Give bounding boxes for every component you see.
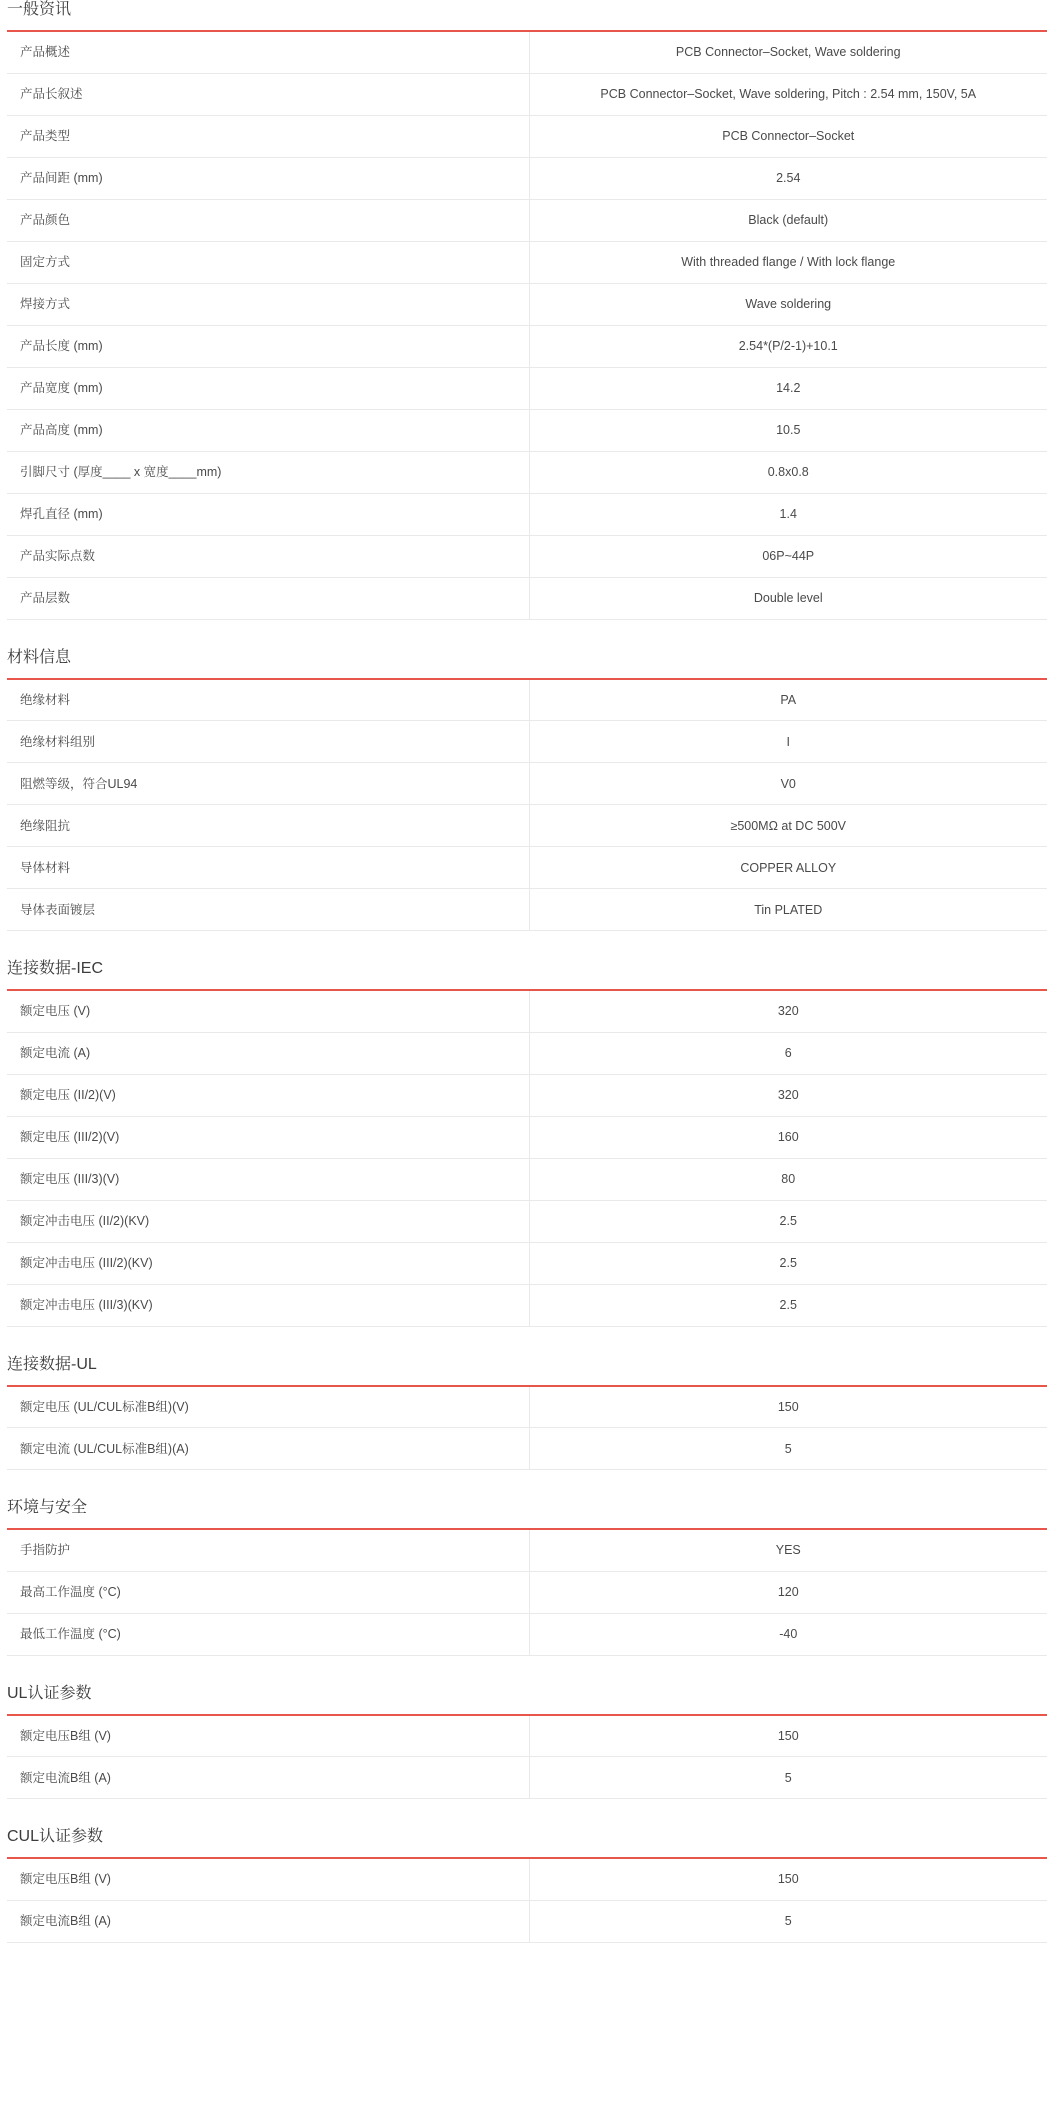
section-title-wrap [0,1827,1054,1857]
table-row [7,1032,1047,1074]
spec-value: PCB Connector–Socket, Wave soldering, Pitch : 2.54 mm, 150V, 5A [529,73,1047,115]
spec-value: 150 [529,1858,1047,1900]
spec-label: 额定电压B组 (V) [7,1715,529,1757]
spec-value: I [529,721,1047,763]
spec-table [7,678,1047,932]
spec-value: 2.5 [529,1242,1047,1284]
table-row [7,1074,1047,1116]
spec-label: 额定电压 (UL/CUL标准B组)(V) [7,1386,529,1428]
section-title-wrap [0,1498,1054,1528]
table-row [7,1284,1047,1326]
section-spacer [0,1327,1054,1355]
section-title-wrap [0,648,1054,678]
table-row [7,1200,1047,1242]
section-title: 材料信息 [7,648,72,666]
spec-section [0,1327,1054,1471]
spec-value: 2.5 [529,1284,1047,1326]
spec-label: 额定电流B组 (A) [7,1757,529,1799]
section-spacer [0,1799,1054,1827]
spec-label: 额定电压 (III/2)(V) [7,1116,529,1158]
table-row [7,1571,1047,1613]
table-row [7,1858,1047,1900]
spec-label: 额定电压 (III/3)(V) [7,1158,529,1200]
spec-label: 额定电流 (UL/CUL标准B组)(A) [7,1428,529,1470]
spec-table [7,1714,1047,1800]
spec-value: Wave soldering [529,283,1047,325]
spec-section [0,1470,1054,1656]
table-row [7,721,1047,763]
table-row [7,990,1047,1032]
spec-table [7,30,1047,620]
spec-table [7,1857,1047,1943]
section-title: CUL认证参数 [7,1828,104,1845]
spec-label: 引脚尺寸 (厚度____ x 宽度____mm) [7,451,529,493]
spec-value: 6 [529,1032,1047,1074]
spec-value: Black (default) [529,199,1047,241]
spec-value: 80 [529,1158,1047,1200]
spec-value: 320 [529,990,1047,1032]
table-row [7,115,1047,157]
spec-label: 产品长叙述 [7,73,529,115]
section-title: 连接数据-IEC [7,960,104,977]
table-row [7,1757,1047,1799]
table-row [7,577,1047,619]
spec-label: 产品概述 [7,31,529,73]
spec-section [0,620,1054,932]
spec-table [7,1528,1047,1656]
spec-section [0,1656,1054,1800]
section-spacer [0,620,1054,648]
spec-table [7,1385,1047,1471]
section-title-wrap [0,1355,1054,1385]
table-row [7,73,1047,115]
table-row [7,1386,1047,1428]
table-row [7,1158,1047,1200]
spec-label: 额定冲击电压 (III/3)(KV) [7,1284,529,1326]
table-row [7,535,1047,577]
spec-value: 2.5 [529,1200,1047,1242]
table-row [7,847,1047,889]
spec-label: 最低工作温度 (°C) [7,1613,529,1655]
spec-value: 5 [529,1900,1047,1942]
spec-value: PCB Connector–Socket, Wave soldering [529,31,1047,73]
table-row [7,199,1047,241]
spec-value: PA [529,679,1047,721]
spec-value: 10.5 [529,409,1047,451]
spec-value: V0 [529,763,1047,805]
spec-section [0,0,1054,620]
spec-value: 160 [529,1116,1047,1158]
spec-value: PCB Connector–Socket [529,115,1047,157]
spec-label: 绝缘阻抗 [7,805,529,847]
spec-label: 导体材料 [7,847,529,889]
spec-table [7,989,1047,1327]
spec-label: 额定电压 (II/2)(V) [7,1074,529,1116]
spec-value: YES [529,1529,1047,1571]
spec-label: 产品颜色 [7,199,529,241]
section-title: UL认证参数 [7,1684,92,1702]
section-spacer [0,1656,1054,1684]
section-spacer [0,1470,1054,1498]
spec-label: 额定电压B组 (V) [7,1858,529,1900]
spec-label: 产品宽度 (mm) [7,367,529,409]
table-row [7,31,1047,73]
table-row [7,367,1047,409]
spec-value: Double level [529,577,1047,619]
section-title-wrap [0,959,1054,989]
table-row [7,1116,1047,1158]
spec-section [0,1799,1054,1943]
spec-label: 导体表面镀层 [7,889,529,931]
table-row [7,1242,1047,1284]
section-spacer [0,931,1054,959]
table-row [7,889,1047,931]
spec-value: 150 [529,1386,1047,1428]
spec-label: 焊孔直径 (mm) [7,493,529,535]
table-row [7,805,1047,847]
spec-label: 绝缘材料组别 [7,721,529,763]
spec-label: 产品间距 (mm) [7,157,529,199]
spec-label: 固定方式 [7,241,529,283]
spec-value: COPPER ALLOY [529,847,1047,889]
spec-label: 额定冲击电压 (III/2)(KV) [7,1242,529,1284]
spec-label: 最高工作温度 (°C) [7,1571,529,1613]
spec-label: 额定电压 (V) [7,990,529,1032]
spec-value: 120 [529,1571,1047,1613]
table-row [7,1613,1047,1655]
spec-label: 额定电流B组 (A) [7,1900,529,1942]
spec-label: 手指防护 [7,1529,529,1571]
section-title: 连接数据-UL [7,1355,97,1373]
spec-value: 5 [529,1428,1047,1470]
spec-label: 焊接方式 [7,283,529,325]
spec-value: 2.54*(P/2-1)+10.1 [529,325,1047,367]
spec-label: 额定冲击电压 (II/2)(KV) [7,1200,529,1242]
spec-value: 1.4 [529,493,1047,535]
table-row [7,325,1047,367]
section-title-wrap [0,0,1054,30]
spec-label: 产品层数 [7,577,529,619]
spec-value: 06P~44P [529,535,1047,577]
spec-value: 5 [529,1757,1047,1799]
table-row [7,493,1047,535]
table-row [7,409,1047,451]
spec-label: 额定电流 (A) [7,1032,529,1074]
spec-label: 绝缘材料 [7,679,529,721]
spec-value: 2.54 [529,157,1047,199]
table-row [7,451,1047,493]
spec-value: 320 [529,1074,1047,1116]
section-title: 环境与安全 [7,1499,88,1516]
spec-label: 产品类型 [7,115,529,157]
spec-label: 产品长度 (mm) [7,325,529,367]
table-row [7,157,1047,199]
table-row [7,1715,1047,1757]
spec-label: 产品实际点数 [7,535,529,577]
table-row [7,1900,1047,1942]
spec-label: 产品高度 (mm) [7,409,529,451]
spec-value: 14.2 [529,367,1047,409]
table-row [7,763,1047,805]
section-title-wrap [0,1684,1054,1714]
table-row [7,283,1047,325]
table-row [7,1428,1047,1470]
spec-value: -40 [529,1613,1047,1655]
spec-value: 0.8x0.8 [529,451,1047,493]
spec-section [0,931,1054,1327]
spec-value: ≥500MΩ at DC 500V [529,805,1047,847]
section-title: 一般资讯 [7,1,72,18]
spec-value: With threaded flange / With lock flange [529,241,1047,283]
table-row [7,241,1047,283]
table-row [7,679,1047,721]
table-row [7,1529,1047,1571]
spec-value: 150 [529,1715,1047,1757]
spec-value: Tin PLATED [529,889,1047,931]
spec-label: 阻燃等级，符合UL94 [7,763,529,805]
